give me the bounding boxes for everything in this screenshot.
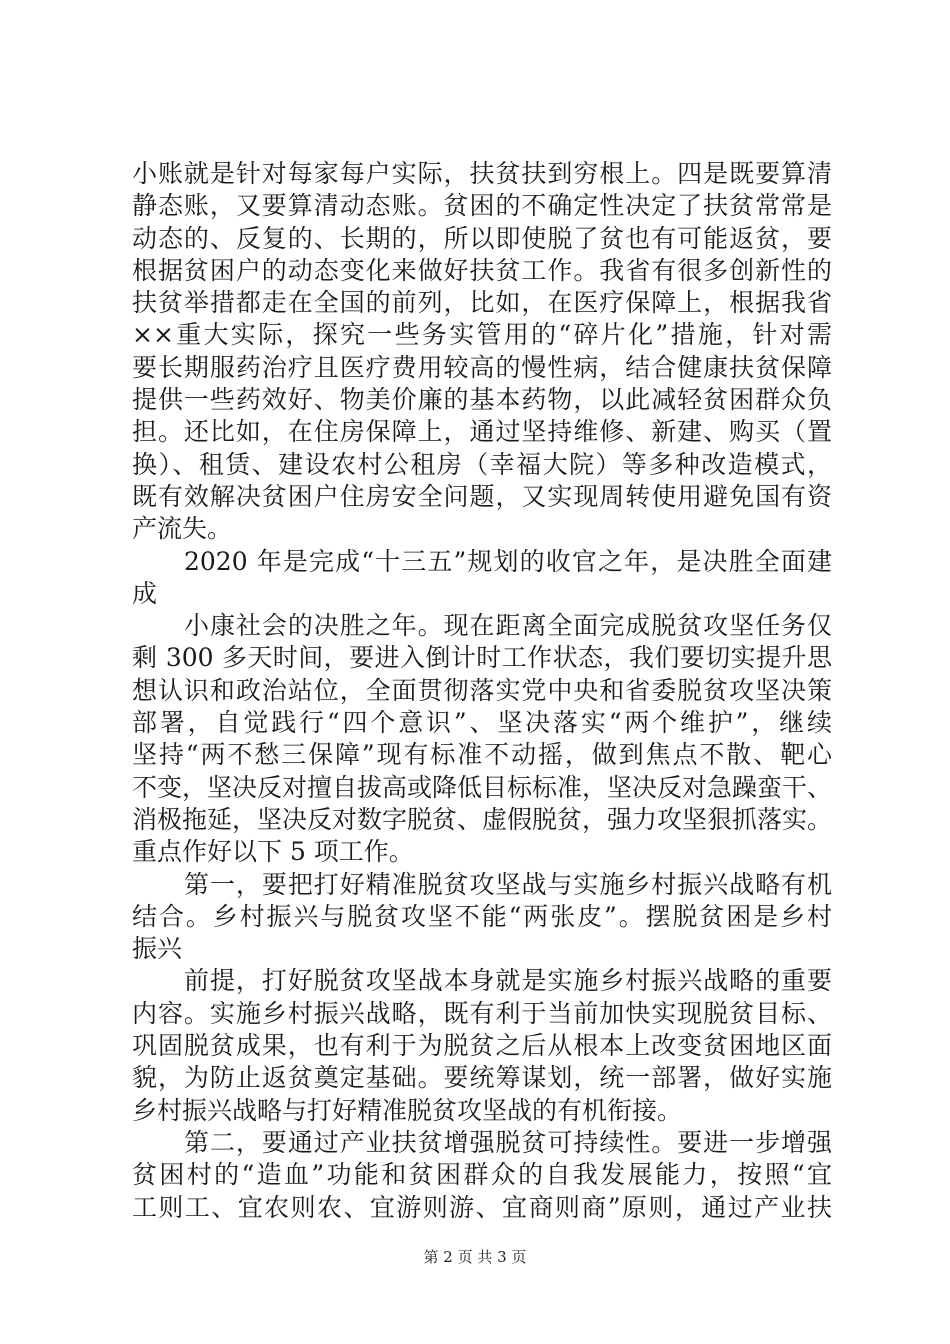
text-line: 工则工、宜农则农、宜游则游、宜商则商”原则，通过产业扶	[132, 1192, 832, 1222]
page-footer: 第 2 页 共 3 页	[423, 1248, 527, 1266]
text-line: 提供一些药效好、物美价廉的基本药物，以此减轻贫困群众负	[132, 385, 832, 415]
text-line: 坚持“两不愁三保障”现有标准不动摇，做到焦点不散、靶心	[132, 740, 832, 770]
text-line: 换）、租赁、建设农村公租房（幸福大院）等多种改造模式，	[132, 449, 832, 479]
text-line: 重点作好以下 5 项工作。	[132, 837, 414, 867]
text-line: 前提，打好脱贫攻坚战本身就是实施乡村振兴战略的重要	[184, 966, 832, 996]
text-line: 小账就是针对每家每户实际，扶贫扶到穷根上。四是既要算清	[132, 159, 832, 188]
text-line: 剩 300 多天时间，要进入倒计时工作状态，我们要切实提升思	[132, 643, 832, 673]
text-line: 结合。乡村振兴与脱贫攻坚不能“两张皮”。摆脱贫困是乡村	[132, 901, 832, 931]
text-line: 动态的、反复的、长期的，所以即使脱了贫也有可能返贫，要	[132, 223, 832, 253]
text-line: 根据贫困户的动态变化来做好扶贫工作。我省有很多创新性的	[132, 255, 832, 285]
text-line: 产流失。	[132, 514, 233, 544]
text-line: 贫困村的“造血”功能和贫困群众的自我发展能力，按照“宜	[132, 1160, 832, 1190]
text-line: 消极拖延，坚决反对数字脱贫、虚假脱贫，强力攻坚狠抓落实。	[132, 804, 833, 834]
text-line: 小康社会的决胜之年。现在距离全面完成脱贫攻坚任务仅	[184, 611, 832, 641]
text-line: 第一，要把打好精准脱贫攻坚战与实施乡村振兴战略有机	[184, 869, 832, 899]
text-line: 要长期服药治疗且医疗费用较高的慢性病，结合健康扶贫保障	[132, 352, 832, 382]
text-line: 第二，要通过产业扶贫增强脱贫可持续性。要进一步增强	[184, 1127, 832, 1157]
text-line: 成	[132, 578, 158, 608]
text-line: 想认识和政治站位，全面贯彻落实党中央和省委脱贫攻坚决策	[132, 675, 832, 705]
text-line: 巩固脱贫成果，也有利于为脱贫之后从根本上改变贫困地区面	[132, 1031, 832, 1061]
text-line: ××重大实际，探究一些务实管用的“碎片化”措施，针对需	[132, 320, 832, 350]
document-body	[132, 158, 832, 1224]
text-line: 扶贫举措都走在全国的前列，比如，在医疗保障上，根据我省	[132, 288, 832, 318]
text-line: 担。还比如，在住房保障上，通过坚持维修、新建、购买（置	[132, 417, 832, 447]
text-line: 内容。实施乡村振兴战略，既有利于当前加快实现脱贫目标、	[132, 998, 832, 1028]
text-line: 貌，为防止返贫奠定基础。要统筹谋划，统一部署，做好实施	[132, 1063, 832, 1093]
text-line: 既有效解决贫困户住房安全问题，又实现周转使用避免国有资	[132, 481, 832, 511]
text-line: 乡村振兴战略与打好精准脱贫攻坚战的有机衔接。	[132, 1095, 683, 1125]
text-line: 静态账，又要算清动态账。贫困的不确定性决定了扶贫常常是	[132, 191, 832, 221]
text-line: 不变，坚决反对擅自拔高或降低目标标准，坚决反对急躁蛮干、	[132, 772, 833, 802]
text-line: 振兴	[132, 934, 183, 964]
text-line: 部署，自觉践行“四个意识”、坚决落实“两个维护”，继续	[132, 708, 832, 738]
text-line: 2020 年是完成“十三五”规划的收官之年，是决胜全面建	[184, 546, 832, 576]
